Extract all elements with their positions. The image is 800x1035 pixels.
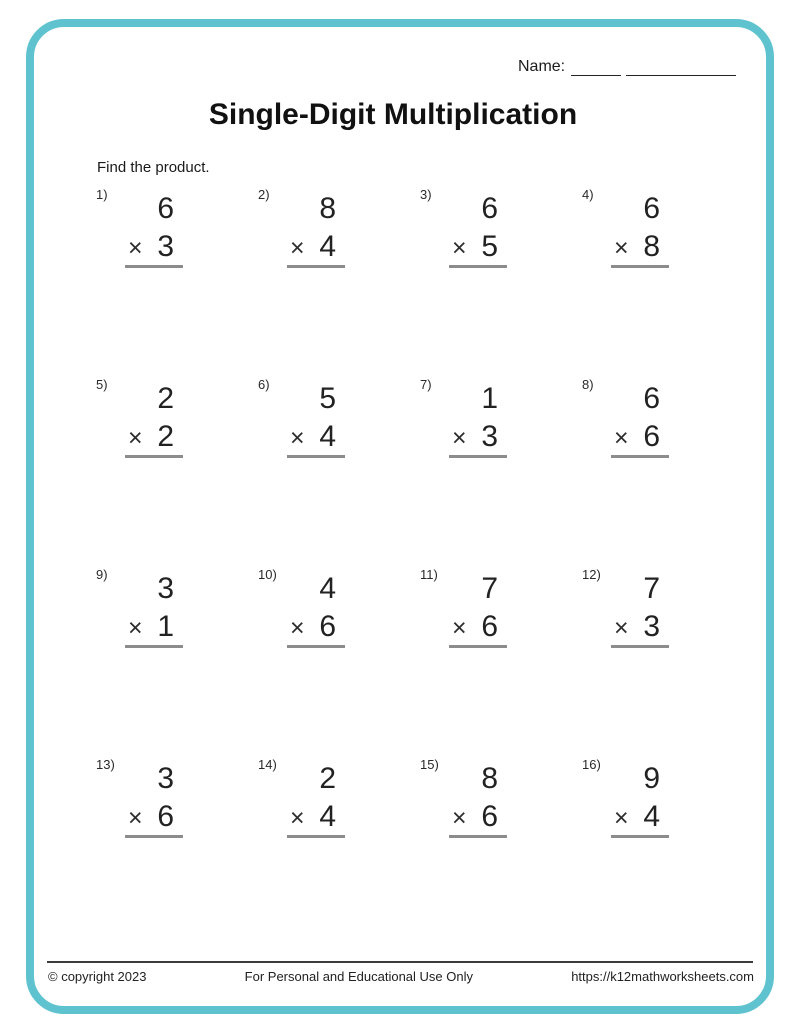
problem-top-operand: 3 xyxy=(157,762,174,795)
answer-line xyxy=(449,265,507,268)
problem-bottom-row xyxy=(290,230,336,263)
multiply-icon: × xyxy=(614,234,629,262)
problem-bottom-row xyxy=(452,800,498,833)
name-row xyxy=(518,58,736,76)
problem-top-operand: 6 xyxy=(643,192,660,225)
problem-bottom-operand: 6 xyxy=(319,610,336,643)
problem-bottom-operand: 4 xyxy=(319,420,336,453)
problem-number: 14) xyxy=(258,757,277,772)
problem-bottom-operand: 6 xyxy=(643,420,660,453)
problem-number: 11) xyxy=(420,567,438,582)
answer-line xyxy=(125,265,183,268)
problem-number: 12) xyxy=(582,567,601,582)
problem-cell xyxy=(258,756,420,946)
footer-usage: For Personal and Educational Use Only xyxy=(244,969,474,984)
footer-url: https://k12mathworksheets.com xyxy=(571,969,754,984)
multiply-icon: × xyxy=(290,424,305,452)
problem-number: 7) xyxy=(420,377,432,392)
problem-top-operand: 9 xyxy=(643,762,660,795)
problem-cell xyxy=(420,376,582,566)
problem-top-operand: 6 xyxy=(157,192,174,225)
problem-cell xyxy=(96,756,258,946)
answer-line xyxy=(611,835,669,838)
problem-number: 1) xyxy=(96,187,108,202)
problem-cell xyxy=(96,566,258,756)
answer-line xyxy=(287,645,345,648)
problem-cell xyxy=(420,566,582,756)
footer-copyright: © copyright 2023 xyxy=(48,969,147,984)
problem-bottom-row xyxy=(452,420,498,453)
problem-number: 15) xyxy=(420,757,439,772)
footer xyxy=(48,969,754,984)
problem-bottom-row xyxy=(614,230,660,263)
problem-bottom-row xyxy=(614,610,660,643)
answer-line xyxy=(287,455,345,458)
problem-number: 13) xyxy=(96,757,115,772)
problem-cell xyxy=(258,376,420,566)
problem-bottom-operand: 3 xyxy=(157,230,174,263)
problem-top-operand: 7 xyxy=(481,572,498,605)
problem-bottom-operand: 2 xyxy=(157,420,174,453)
answer-line xyxy=(125,835,183,838)
instruction-text: Find the product. xyxy=(97,159,210,176)
footer-divider xyxy=(47,961,753,963)
problem-top-operand: 2 xyxy=(157,382,174,415)
answer-line xyxy=(287,265,345,268)
problem-bottom-operand: 6 xyxy=(481,800,498,833)
answer-line xyxy=(449,835,507,838)
multiply-icon: × xyxy=(614,424,629,452)
answer-line xyxy=(611,265,669,268)
answer-line xyxy=(449,455,507,458)
multiply-icon: × xyxy=(128,424,143,452)
problem-bottom-row xyxy=(290,800,336,833)
problem-bottom-row xyxy=(452,610,498,643)
problem-bottom-operand: 6 xyxy=(157,800,174,833)
name-blank-line-long xyxy=(626,59,736,76)
problem-number: 6) xyxy=(258,377,270,392)
problem-bottom-row xyxy=(128,230,174,263)
problem-number: 5) xyxy=(96,377,108,392)
problem-cell xyxy=(96,186,258,376)
problem-bottom-row xyxy=(128,800,174,833)
problem-cell xyxy=(582,566,744,756)
answer-line xyxy=(449,645,507,648)
problem-top-operand: 2 xyxy=(319,762,336,795)
multiply-icon: × xyxy=(290,234,305,262)
answer-line xyxy=(125,455,183,458)
problem-bottom-row xyxy=(128,610,174,643)
problems-grid xyxy=(96,186,744,946)
problem-bottom-operand: 1 xyxy=(157,610,174,643)
answer-line xyxy=(611,645,669,648)
problem-bottom-row xyxy=(128,420,174,453)
problem-bottom-operand: 4 xyxy=(643,800,660,833)
problem-top-operand: 4 xyxy=(319,572,336,605)
problem-cell xyxy=(582,756,744,946)
multiply-icon: × xyxy=(128,804,143,832)
problem-bottom-operand: 8 xyxy=(643,230,660,263)
problem-bottom-operand: 3 xyxy=(643,610,660,643)
problem-bottom-row xyxy=(290,610,336,643)
problem-bottom-operand: 4 xyxy=(319,800,336,833)
answer-line xyxy=(287,835,345,838)
problem-cell xyxy=(258,566,420,756)
multiply-icon: × xyxy=(614,804,629,832)
problem-bottom-row xyxy=(290,420,336,453)
problem-bottom-operand: 4 xyxy=(319,230,336,263)
problem-top-operand: 6 xyxy=(643,382,660,415)
multiply-icon: × xyxy=(290,614,305,642)
multiply-icon: × xyxy=(452,234,467,262)
problem-top-operand: 3 xyxy=(157,572,174,605)
problem-bottom-row xyxy=(452,230,498,263)
problem-cell xyxy=(582,376,744,566)
multiply-icon: × xyxy=(290,804,305,832)
name-blank-line-short xyxy=(571,59,621,76)
problem-top-operand: 7 xyxy=(643,572,660,605)
problem-number: 9) xyxy=(96,567,108,582)
problem-number: 2) xyxy=(258,187,270,202)
problem-top-operand: 6 xyxy=(481,192,498,225)
problem-cell xyxy=(258,186,420,376)
problem-bottom-operand: 3 xyxy=(481,420,498,453)
problem-cell xyxy=(96,376,258,566)
problem-bottom-operand: 6 xyxy=(481,610,498,643)
problem-number: 16) xyxy=(582,757,601,772)
problem-number: 8) xyxy=(582,377,594,392)
problem-number: 3) xyxy=(420,187,432,202)
multiply-icon: × xyxy=(452,804,467,832)
multiply-icon: × xyxy=(128,234,143,262)
answer-line xyxy=(125,645,183,648)
problem-top-operand: 8 xyxy=(319,192,336,225)
problem-top-operand: 5 xyxy=(319,382,336,415)
problem-bottom-row xyxy=(614,800,660,833)
problem-bottom-operand: 5 xyxy=(481,230,498,263)
problem-cell xyxy=(420,756,582,946)
multiply-icon: × xyxy=(452,424,467,452)
multiply-icon: × xyxy=(452,614,467,642)
multiply-icon: × xyxy=(128,614,143,642)
problem-cell xyxy=(582,186,744,376)
name-label: Name: xyxy=(518,58,566,75)
problem-bottom-row xyxy=(614,420,660,453)
page-title: Single-Digit Multiplication xyxy=(208,98,578,131)
problem-top-operand: 8 xyxy=(481,762,498,795)
multiply-icon: × xyxy=(614,614,629,642)
problem-top-operand: 1 xyxy=(481,382,498,415)
problem-number: 4) xyxy=(582,187,594,202)
problem-number: 10) xyxy=(258,567,277,582)
answer-line xyxy=(611,455,669,458)
problem-cell xyxy=(420,186,582,376)
